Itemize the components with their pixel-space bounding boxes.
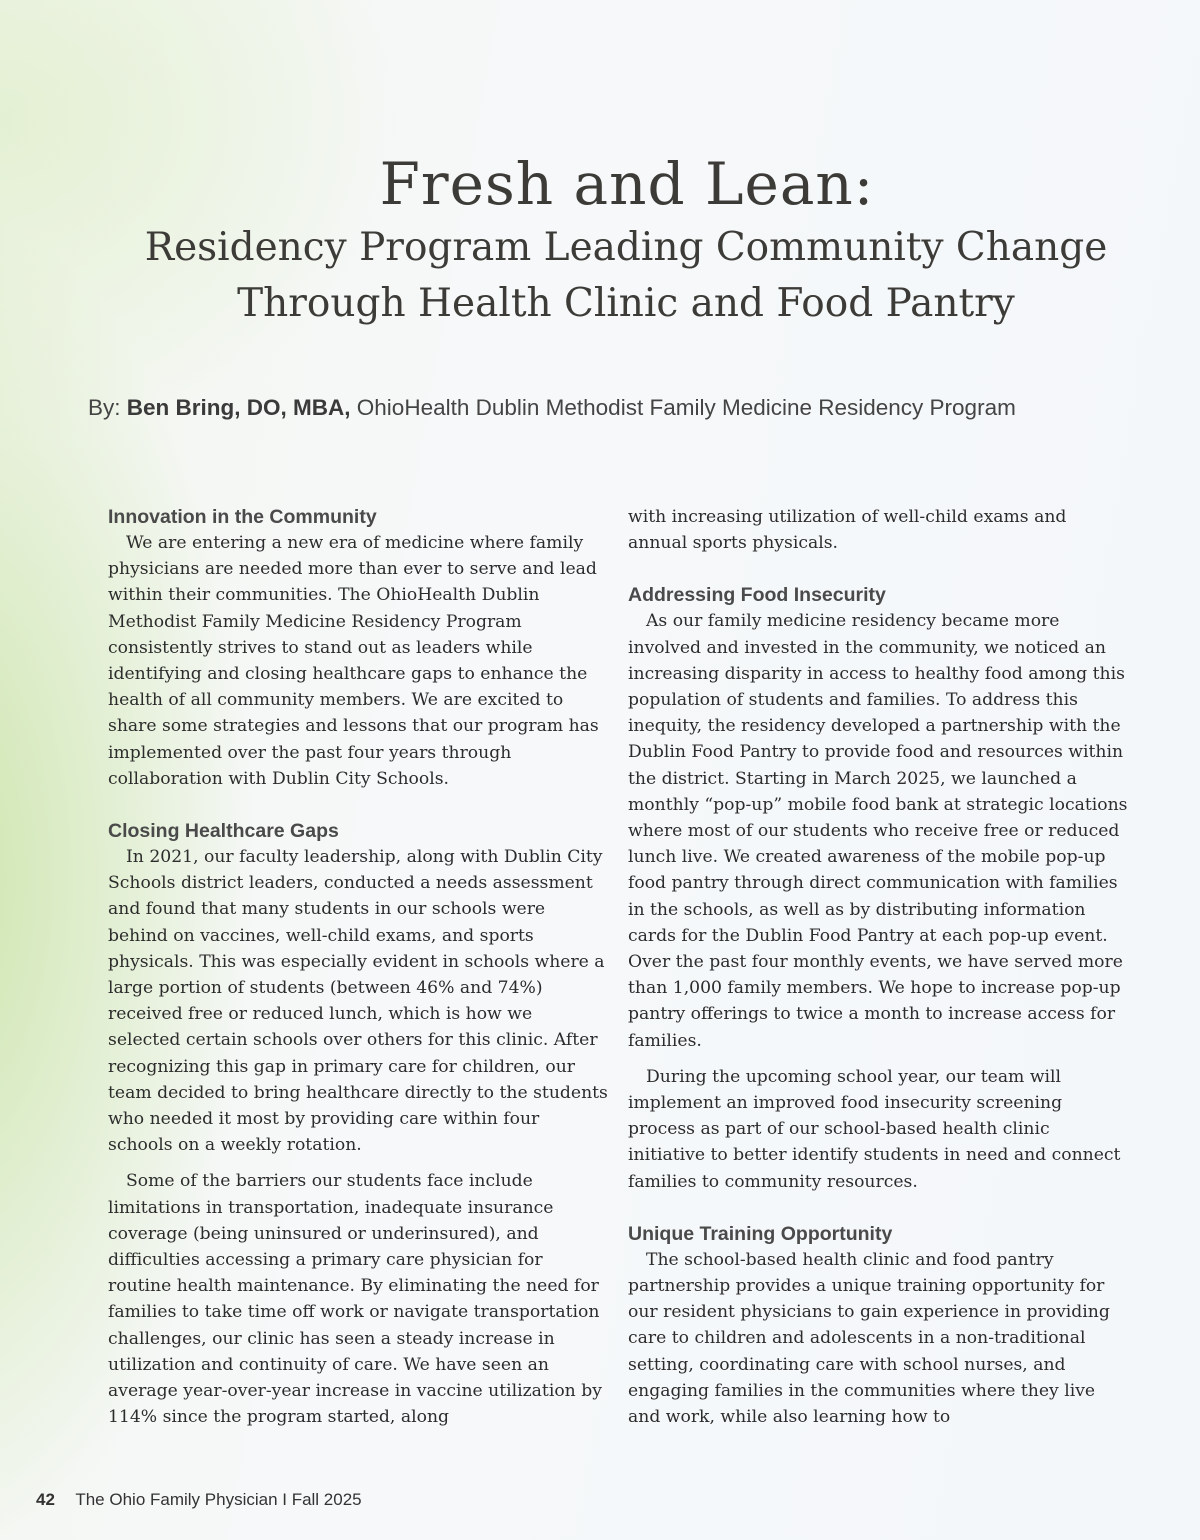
section-heading-training: Unique Training Opportunity <box>628 1222 893 1245</box>
publication-name: The Ohio Family Physician I Fall 2025 <box>75 1490 362 1509</box>
paragraph-innovation: We are entering a new era of medicine where family physicians are needed more than ever to serve and lead within their communities. The OhioHealth Dublin Methodist Family Medicine Residency Program consistently strives to stand out as leaders while identifying and closing healthcare gaps to enhance the health of all community members. We are excited to share some strategies and lessons that our program has implemented over the past four years through collaboration with Dublin City Schools. <box>108 533 599 789</box>
section-heading-gaps: Closing Healthcare Gaps <box>108 820 339 843</box>
section-heading-innovation: Innovation in the Community <box>108 506 377 528</box>
paragraph-gaps-2: Some of the barriers our students face include limitations in transportation, inadequate insurance coverage (being uninsured or underinsured), and difficulties accessing a primary care physician for routine health maintenance. By eliminating the need for families to take time off work or navigate transportation challenges, our clinic has seen a steady increase in utilization and continuity of care. We have seen an average year-over-year increase in vaccine utilization by 114% since the program started, along <box>108 1171 602 1428</box>
left-column <box>108 504 608 1431</box>
article-title: Fresh and Lean: <box>379 150 875 218</box>
paragraph-gaps-1: In 2021, our faculty leadership, along with Dublin City Schools district leaders, conducted a needs assessment and found that many students in our schools were behind on vaccines, well-child exams, and sports physicals. This was especially evident in schools where a large portion of students (between 46% and 74%) received free or reduced lunch, which is how we selected certain schools over others for this clinic. After recognizing this gap in primary care for children, our team decided to bring healthcare directly to the students who needed it most by providing care within four schools on a weekly rotation. <box>108 847 608 1156</box>
page-footer <box>36 1490 362 1510</box>
paragraph-training: The school-based health clinic and food pantry partnership provides a unique training opportunity for our resident physicians to gain experience in providing care to children and adolescents in a non-traditional setting, coordinating care with school nurses, and engaging families in the communities where they live and work, while also learning how to <box>628 1249 1110 1428</box>
page-number: 42 <box>36 1490 55 1509</box>
paragraph-food-1: As our family medicine residency became more involved and invested in the community, we noticed an increasing disparity in access to healthy food among this population of students and families. To address this inequity, the residency developed a partnership with the Dublin Food Pantry to provide food and resources within the district. Starting in March 2025, we launched a monthly “pop-up” mobile food bank at strategic locations where most of our students who receive free or reduced lunch live. We created awareness of the mobile pop-up food pantry through direct communication with families in the schools, as well as by distributing information cards for the Dublin Food Pantry at each pop-up event. Over the past four monthly events, we have served more than 1,000 family members. We hope to increase pop-up pantry offerings to twice a month to increase access for families. <box>628 611 1128 1051</box>
paragraph-continuation: with increasing utilization of well-child exams and annual sports physicals. <box>628 507 1067 554</box>
byline-author: Ben Bring, DO, MBA, <box>126 395 351 420</box>
byline-affiliation: OhioHealth Dublin Methodist Family Medicine Residency Program <box>356 395 1016 420</box>
article-subtitle-line-1: Residency Program Leading Community Change <box>144 225 1108 270</box>
section-heading-food: Addressing Food Insecurity <box>628 584 886 607</box>
byline <box>88 395 1188 421</box>
title-block <box>0 148 1200 332</box>
article-subtitle-line-2: Through Health Clinic and Food Pantry <box>237 281 1015 326</box>
byline-prefix: By: <box>88 395 121 420</box>
paragraph-food-2: During the upcoming school year, our team will implement an improved food insecurity screening process as part of our school-based health clinic initiative to better identify students in need and connect families to community resources. <box>628 1066 1121 1192</box>
right-column <box>628 504 1128 1430</box>
